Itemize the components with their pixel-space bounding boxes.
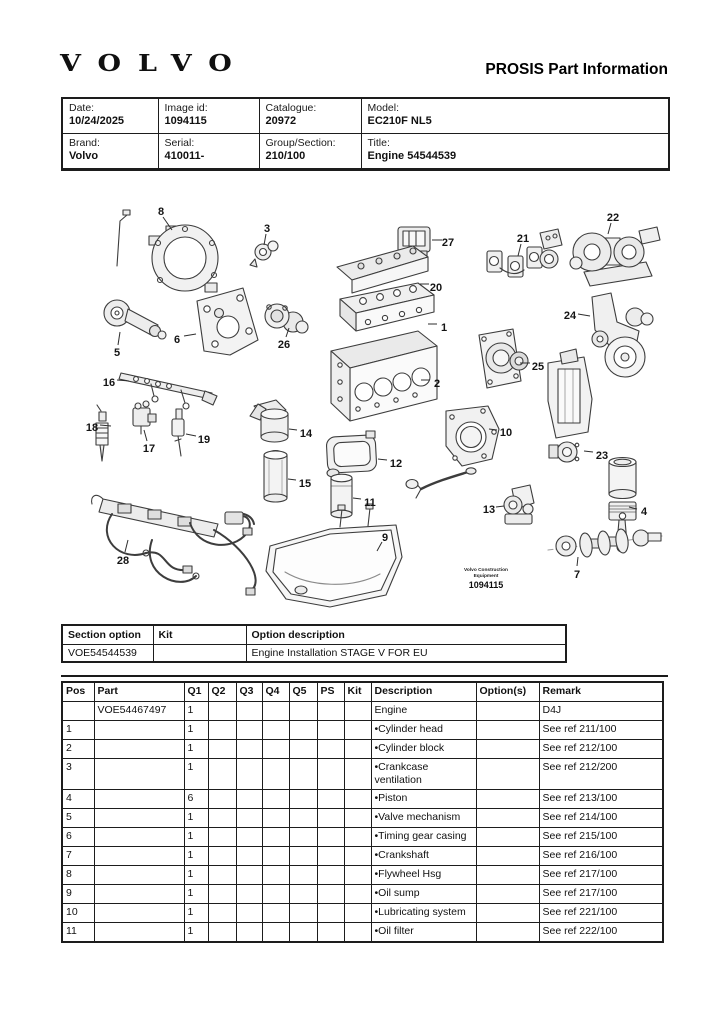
table-cell: 1 (184, 885, 208, 904)
table-cell (476, 809, 539, 828)
info-label: Title: (367, 137, 390, 149)
table-cell: 2 (62, 740, 94, 759)
table-cell (317, 904, 344, 923)
part-callout-15: 15 (298, 478, 312, 490)
info-label: Image id: (164, 102, 208, 114)
info-row (62, 134, 669, 170)
table-cell (317, 828, 344, 847)
table-cell (476, 702, 539, 721)
table-cell: 8 (62, 866, 94, 885)
part-callout-8: 8 (157, 206, 165, 218)
part-callout-13: 13 (482, 504, 496, 516)
table-cell: Engine (371, 702, 476, 721)
table-cell: See ref 214/100 (539, 809, 663, 828)
section-option-table (61, 624, 567, 663)
callout-leader-3 (264, 234, 266, 245)
parts-header-cell: Q5 (289, 682, 317, 702)
callout-leader-15 (288, 479, 296, 480)
table-cell (208, 885, 236, 904)
table-row (62, 702, 663, 721)
callout-leader-22 (608, 223, 611, 234)
parts-header-cell: Option(s) (476, 682, 539, 702)
table-cell: 5 (62, 809, 94, 828)
table-cell (289, 790, 317, 809)
parts-header-cell: Q3 (236, 682, 262, 702)
table-cell: 1 (184, 759, 208, 790)
table-cell: See ref 216/100 (539, 847, 663, 866)
info-label: Brand: (69, 137, 100, 149)
part-7-crankshaft (548, 528, 662, 557)
table-row (62, 809, 663, 828)
table-cell (344, 702, 371, 721)
part-26-starter-motor (265, 304, 308, 333)
table-cell (317, 885, 344, 904)
table-cell (94, 885, 184, 904)
table-cell: See ref 211/100 (539, 721, 663, 740)
part-callout-24: 24 (563, 310, 577, 322)
table-cell (262, 809, 289, 828)
info-label: Model: (367, 102, 400, 114)
table-row (62, 866, 663, 885)
callout-leader-7 (577, 557, 578, 566)
table-cell (344, 759, 371, 790)
info-value: 20972 (265, 115, 297, 127)
part-23-pump-housing (548, 349, 592, 462)
table-cell (317, 790, 344, 809)
table-cell (236, 828, 262, 847)
section-cell: VOE54544539 (62, 645, 153, 663)
part-callout-5: 5 (113, 347, 121, 359)
table-cell (317, 721, 344, 740)
part-callout-12: 12 (389, 458, 403, 470)
info-label: Catalogue: (265, 102, 317, 114)
table-row (62, 885, 663, 904)
info-value: EC210F NL5 (367, 115, 432, 127)
parts-list-table (61, 681, 664, 943)
table-cell (344, 847, 371, 866)
parts-header-cell: Kit (344, 682, 371, 702)
section-row (62, 645, 566, 663)
callout-leader-21 (518, 244, 521, 256)
part-16-fuel-rail (119, 373, 217, 409)
table-cell (236, 790, 262, 809)
table-cell: 4 (62, 790, 94, 809)
part-callout-22: 22 (606, 212, 620, 224)
table-row (62, 847, 663, 866)
part-28-cable-harness (92, 495, 256, 595)
table-cell: •Piston (371, 790, 476, 809)
part-callout-3: 3 (263, 223, 271, 235)
part-callout-16: 16 (102, 377, 116, 389)
info-cell (158, 98, 259, 134)
parts-header-cell: PS (317, 682, 344, 702)
table-cell (289, 759, 317, 790)
table-cell (476, 923, 539, 943)
table-cell (289, 702, 317, 721)
table-cell (262, 702, 289, 721)
table-cell (94, 790, 184, 809)
info-cell (259, 98, 361, 134)
table-cell: See ref 221/100 (539, 904, 663, 923)
section-cell: Engine Installation STAGE V FOR EU (246, 645, 566, 663)
table-cell (344, 828, 371, 847)
table-cell (208, 866, 236, 885)
table-cell (289, 904, 317, 923)
table-cell: 6 (62, 828, 94, 847)
parts-header-row (62, 682, 663, 702)
table-cell (344, 740, 371, 759)
table-cell (94, 809, 184, 828)
part-15-oil-filter-cartridge (264, 451, 287, 502)
table-cell (94, 847, 184, 866)
callout-leader-19 (186, 434, 196, 436)
part-callout-23: 23 (595, 450, 609, 462)
part-callout-1: 1 (440, 322, 448, 334)
table-cell: •Valve mechanism (371, 809, 476, 828)
table-cell (94, 923, 184, 943)
part-13-bracket (504, 485, 534, 524)
table-cell (94, 721, 184, 740)
table-row (62, 923, 663, 943)
part-6-timing-plate (197, 288, 258, 355)
table-cell (317, 759, 344, 790)
parts-header-cell: Remark (539, 682, 663, 702)
part-callout-25: 25 (531, 361, 545, 373)
section-header-cell: Section option (62, 625, 153, 645)
table-cell (476, 790, 539, 809)
part-8-flywheel-housing (149, 225, 218, 292)
table-cell: VOE54467497 (94, 702, 184, 721)
table-cell (208, 809, 236, 828)
table-cell: •Crankshaft (371, 847, 476, 866)
section-header-cell: Kit (153, 625, 246, 645)
table-cell (289, 847, 317, 866)
table-cell (476, 904, 539, 923)
table-cell (344, 885, 371, 904)
table-cell: 7 (62, 847, 94, 866)
table-cell: See ref 212/200 (539, 759, 663, 790)
part-19-injector (172, 409, 184, 456)
diagram-watermark (464, 567, 508, 590)
page-title: PROSIS Part Information (485, 61, 668, 78)
volvo-logo: VOLVO (60, 50, 249, 78)
parts-header-cell: Part (94, 682, 184, 702)
part-callout-19: 19 (197, 434, 211, 446)
table-cell: 6 (184, 790, 208, 809)
table-cell (344, 904, 371, 923)
table-cell (236, 904, 262, 923)
table-cell: •Cylinder head (371, 721, 476, 740)
part-10-oil-pump (446, 406, 499, 466)
part-callout-28: 28 (116, 555, 130, 567)
watermark-image-number: 1094115 (468, 580, 504, 590)
table-cell (476, 866, 539, 885)
watermark-line2: Equipment (473, 574, 499, 579)
table-cell (208, 702, 236, 721)
table-cell: 1 (62, 721, 94, 740)
table-cell: •Flywheel Hsg (371, 866, 476, 885)
info-value: 1094115 (164, 115, 207, 127)
table-cell (344, 809, 371, 828)
table-cell: 1 (184, 721, 208, 740)
table-cell (208, 721, 236, 740)
parts-header-cell: Q2 (208, 682, 236, 702)
callout-leader-11 (353, 498, 361, 499)
table-cell (208, 904, 236, 923)
table-cell (208, 790, 236, 809)
parts-header-cell: Pos (62, 682, 94, 702)
table-cell (236, 847, 262, 866)
table-cell (344, 790, 371, 809)
table-cell (262, 721, 289, 740)
info-row (62, 98, 669, 134)
part-25-water-pump (479, 329, 528, 388)
table-cell (208, 923, 236, 943)
callout-leader-14 (289, 429, 297, 430)
table-cell (317, 809, 344, 828)
info-label: Date: (69, 102, 95, 114)
table-cell: •Oil filter (371, 923, 476, 943)
table-cell (262, 923, 289, 943)
table-cell: 10 (62, 904, 94, 923)
part-17-valve (133, 401, 156, 434)
info-value: 410011- (164, 150, 205, 162)
table-cell (94, 740, 184, 759)
table-row (62, 904, 663, 923)
table-cell (476, 721, 539, 740)
table-cell (289, 740, 317, 759)
info-cell (259, 134, 361, 170)
table-cell (94, 904, 184, 923)
table-cell (236, 721, 262, 740)
table-cell (236, 923, 262, 943)
table-cell (208, 828, 236, 847)
table-cell (236, 759, 262, 790)
table-cell: See ref 212/100 (539, 740, 663, 759)
engine-exploded-diagram (55, 190, 675, 622)
table-cell: 1 (184, 828, 208, 847)
part-callout-21: 21 (516, 233, 530, 245)
table-cell: 9 (62, 885, 94, 904)
table-cell (236, 885, 262, 904)
table-cell (94, 828, 184, 847)
table-cell (62, 702, 94, 721)
oil-suction-pipe (406, 468, 476, 498)
table-cell: •Cylinder block (371, 740, 476, 759)
part-callout-11: 11 (364, 497, 376, 509)
table-row (62, 759, 663, 790)
table-cell (289, 809, 317, 828)
table-row (62, 721, 663, 740)
part-14-oil-filter-housing (250, 400, 288, 442)
callout-leader-24 (578, 314, 590, 316)
table-cell (262, 885, 289, 904)
table-cell (317, 923, 344, 943)
table-cell (317, 866, 344, 885)
table-cell (236, 809, 262, 828)
info-cell (361, 98, 669, 134)
info-cell (361, 134, 669, 170)
part-2-cylinder-block (331, 331, 437, 421)
info-value: Volvo (69, 150, 99, 162)
table-cell (476, 828, 539, 847)
table-cell (262, 866, 289, 885)
part-callout-9: 9 (381, 532, 389, 544)
part-callout-27: 27 (441, 237, 455, 249)
table-row (62, 790, 663, 809)
table-cell: 11 (62, 923, 94, 943)
table-cell (262, 740, 289, 759)
table-cell (289, 866, 317, 885)
callout-leader-12 (378, 459, 387, 460)
table-cell (476, 847, 539, 866)
table-cell (476, 759, 539, 790)
table-cell: See ref 215/100 (539, 828, 663, 847)
part-callout-2: 2 (433, 378, 441, 390)
parts-header-cell: Description (371, 682, 476, 702)
info-value: 210/100 (265, 150, 306, 162)
table-cell (289, 885, 317, 904)
part-callout-14: 14 (299, 428, 313, 440)
section-header-cell: Option description (246, 625, 566, 645)
horizontal-rule (61, 675, 668, 677)
table-cell: See ref 217/100 (539, 885, 663, 904)
table-cell: •Lubricating system (371, 904, 476, 923)
table-cell (236, 866, 262, 885)
table-cell (262, 847, 289, 866)
table-cell: See ref 222/100 (539, 923, 663, 943)
table-cell (262, 790, 289, 809)
table-row (62, 740, 663, 759)
table-cell (289, 923, 317, 943)
callout-leader-28 (125, 540, 128, 552)
info-cell (62, 98, 158, 134)
info-cell (62, 134, 158, 170)
table-cell (289, 828, 317, 847)
table-cell: •Timing gear casing (371, 828, 476, 847)
table-cell: •Oil sump (371, 885, 476, 904)
part-callout-20: 20 (429, 282, 443, 294)
table-cell (236, 740, 262, 759)
table-cell (476, 885, 539, 904)
table-cell (236, 702, 262, 721)
table-cell: 1 (184, 740, 208, 759)
table-cell: 1 (184, 904, 208, 923)
callout-leader-13 (496, 506, 504, 507)
part-callout-10: 10 (499, 427, 513, 439)
table-cell: 1 (184, 702, 208, 721)
table-cell (344, 866, 371, 885)
table-cell (289, 721, 317, 740)
part-22-turbocharger (570, 227, 660, 286)
parts-header-cell: Q4 (262, 682, 289, 702)
part-9-oil-sump (266, 504, 402, 607)
watermark-line1: Volvo Construction (464, 568, 508, 573)
table-cell (94, 866, 184, 885)
table-cell (94, 759, 184, 790)
parts-header-cell: Q1 (184, 682, 208, 702)
table-cell (344, 721, 371, 740)
table-cell: 1 (184, 923, 208, 943)
callout-leader-17 (144, 430, 147, 441)
table-cell (317, 740, 344, 759)
table-cell: 1 (184, 809, 208, 828)
info-cell (158, 134, 259, 170)
table-row (62, 828, 663, 847)
info-value: Engine 54544539 (367, 150, 457, 162)
table-cell (344, 923, 371, 943)
callout-leader-5 (118, 332, 120, 345)
part-12-oil-cooler (326, 431, 377, 477)
table-cell: See ref 217/100 (539, 866, 663, 885)
table-cell: 1 (184, 847, 208, 866)
part-callout-17: 17 (142, 443, 156, 455)
table-cell (208, 759, 236, 790)
table-cell: See ref 213/100 (539, 790, 663, 809)
callout-leader-6 (184, 334, 196, 336)
table-cell (476, 740, 539, 759)
table-cell (262, 759, 289, 790)
info-label: Group/Section: (265, 137, 336, 149)
part-callout-6: 6 (173, 334, 181, 346)
table-cell (317, 702, 344, 721)
table-cell (317, 847, 344, 866)
table-cell: •Crankcase ventilation (371, 759, 476, 790)
table-cell (262, 904, 289, 923)
section-cell (153, 645, 246, 663)
info-value: 10/24/2025 (69, 115, 125, 127)
table-cell (208, 847, 236, 866)
part-info-table (61, 97, 670, 171)
table-cell (208, 740, 236, 759)
section-header-row (62, 625, 566, 645)
table-cell (262, 828, 289, 847)
part-callout-7: 7 (573, 569, 581, 581)
part-callout-4: 4 (640, 506, 648, 518)
info-label: Serial: (164, 137, 195, 149)
part-callout-26: 26 (277, 339, 291, 351)
table-cell: 3 (62, 759, 94, 790)
part-24-tensioner-assembly (592, 293, 653, 377)
table-cell: 1 (184, 866, 208, 885)
table-cell: D4J (539, 702, 663, 721)
callout-leader-23 (584, 451, 593, 452)
part-callout-18: 18 (85, 422, 99, 434)
